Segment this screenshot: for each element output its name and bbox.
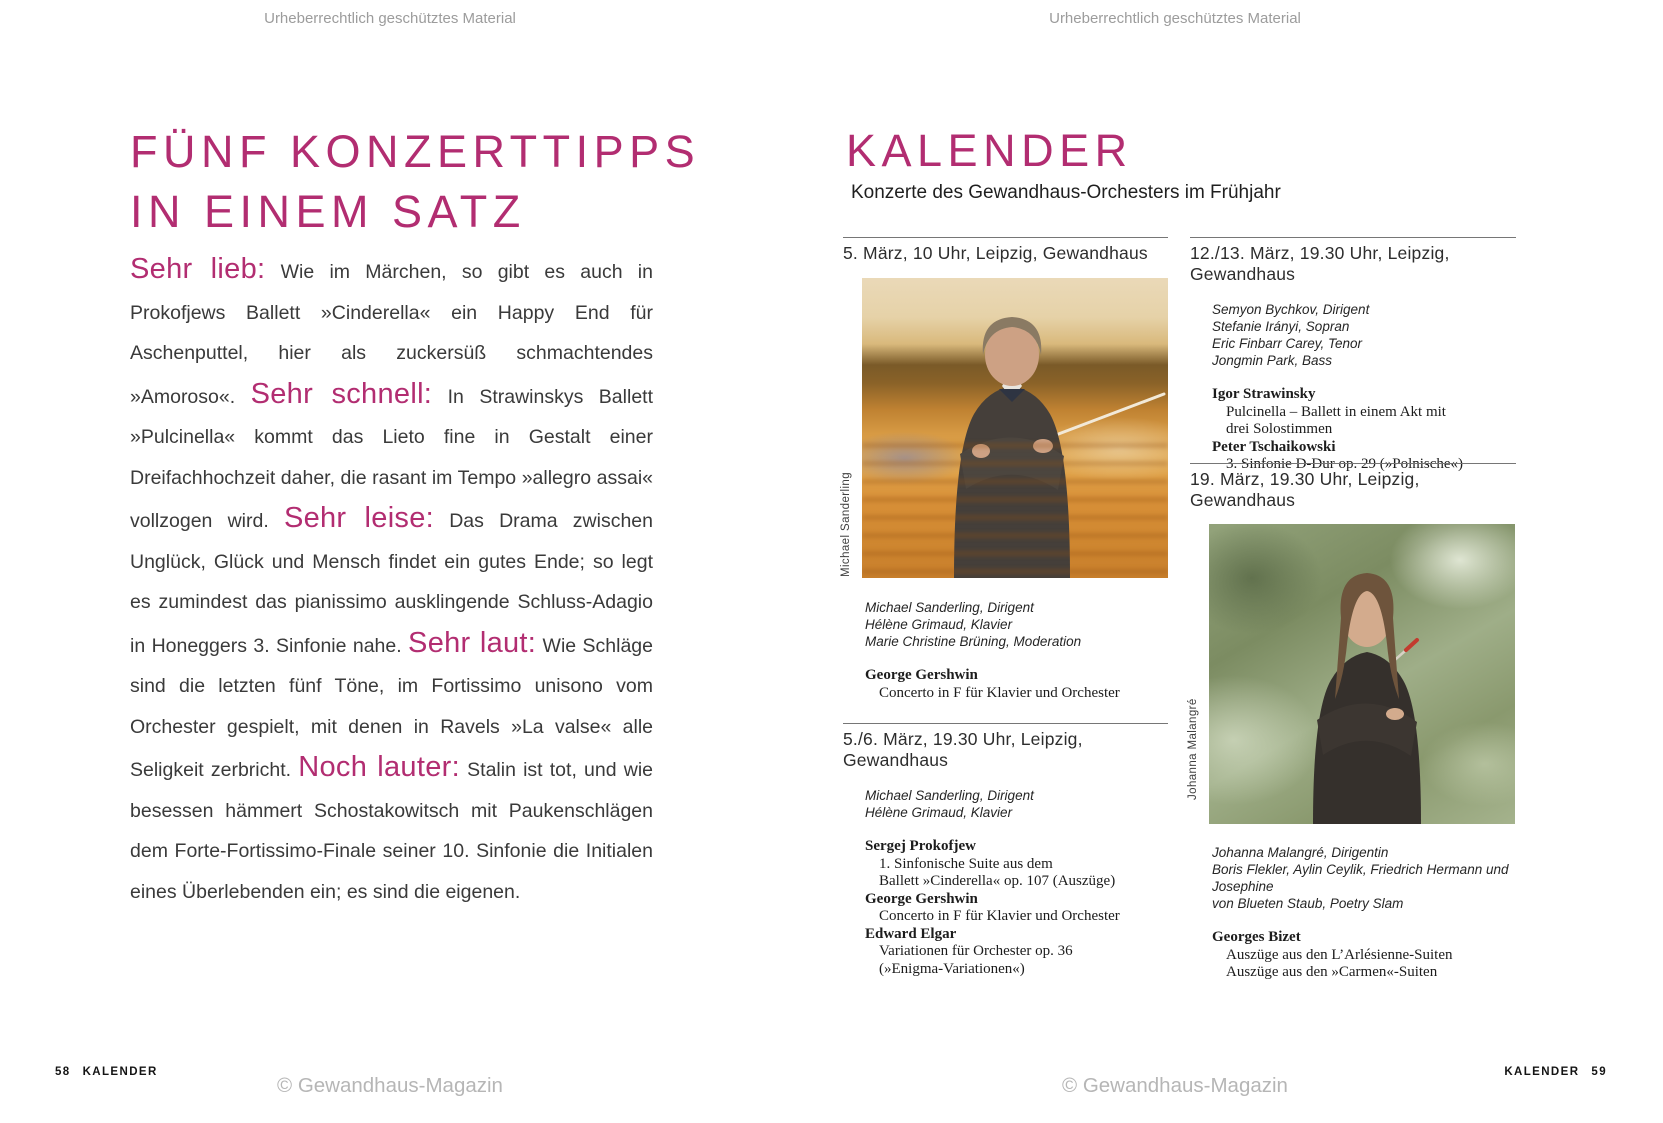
- folio-section-label: KALENDER: [82, 1066, 158, 1078]
- performer: Semyon Bychkov, Dirigent: [1212, 302, 1370, 317]
- work-title: Pulcinella – Ballett in einem Akt mit: [1226, 403, 1446, 420]
- article-segment-4: Wie Schläge sind die letzten fünf Töne, im Fortissimo unisono vom Orchester gespielt, mit denen in Ravels »La valse« alle Seligkeit zerbricht.: [130, 634, 653, 781]
- copyright-watermark-left: Urheberrechtlich geschütztes Material: [264, 10, 516, 27]
- performer: Eric Finbarr Carey, Tenor: [1212, 336, 1363, 351]
- article-segment-1: Wie im Märchen, so gibt es auch in Prokofjews Ballett »Cinderella« ein Happy End für Aschenputtel, hier als zuckersüß schmachtendes »Amoroso«.: [130, 261, 653, 408]
- photo-johanna-malangre: [1209, 524, 1515, 824]
- event-date: 5. März, 10 Uhr, Leipzig, Gewandhaus: [843, 237, 1168, 264]
- copyright-mark-left: © Gewandhaus-Magazin: [277, 1074, 503, 1097]
- article-lead-noch-lauter: Noch lauter:: [298, 751, 460, 783]
- page-title-konzerttipps: [130, 122, 700, 242]
- work-title: 3. Sinfonie D-Dur op. 29 (»Polnische«): [1226, 456, 1464, 472]
- work-title: Auszüge aus den »Carmen«-Suiten: [1226, 964, 1438, 980]
- event-date: 19. März, 19.30 Uhr, Leipzig, Gewandhaus: [1190, 463, 1516, 511]
- performer: Michael Sanderling, Dirigent: [865, 788, 1034, 803]
- program-list: [865, 667, 1168, 702]
- composer-name: Peter Tschaikowski: [1212, 438, 1336, 455]
- performer: Hélène Grimaud, Klavier: [865, 617, 1013, 632]
- conductor-silhouette: [1209, 524, 1515, 824]
- performer: von Blueten Staub, Poetry Slam: [1212, 896, 1404, 911]
- article-lead-sehr-leise: Sehr leise:: [283, 502, 435, 534]
- performer: Jongmin Park, Bass: [1212, 353, 1333, 368]
- performer: Marie Christine Brüning, Moderation: [865, 634, 1082, 649]
- work-title: (»Enigma-Variationen«): [879, 960, 1025, 977]
- event-date: 12./13. März, 19.30 Uhr, Leipzig, Gewandhaus: [1190, 237, 1516, 285]
- performer-credits: [1212, 301, 1516, 369]
- title-line-1: FÜNF KONZERTTIPPS: [130, 126, 701, 177]
- composer-name: George Gershwin: [865, 667, 978, 683]
- work-title: Concerto in F für Klavier und Orchester: [879, 684, 1120, 701]
- folio-section-label: KALENDER: [1504, 1066, 1580, 1078]
- program-list: [865, 838, 1168, 978]
- program-list: [1212, 386, 1516, 474]
- conductor-silhouette: [862, 278, 1168, 578]
- program-list: [1212, 929, 1516, 982]
- page-number-58: 58: [55, 1066, 71, 1078]
- article-text: [130, 249, 653, 912]
- article-lead-sehr-schnell: Sehr schnell:: [250, 377, 433, 410]
- composer-name: Georges Bizet: [1212, 929, 1301, 945]
- work-title: drei Solostimmen: [1226, 421, 1333, 437]
- performer: Hélène Grimaud, Klavier: [865, 805, 1013, 820]
- composer-name: Igor Strawinsky: [1212, 386, 1316, 402]
- performer: Johanna Malangré, Dirigentin: [1212, 845, 1389, 860]
- work-title: 1. Sinfonische Suite aus dem: [879, 855, 1053, 872]
- page-number-59: 59: [1591, 1066, 1607, 1078]
- article-segment-2: In Strawinskys Ballett »Pulcinella« kommt das Lieto fine in Gestalt einer Dreifachhochzeit daher, die rasant im Tempo »allegro assai« vollzogen wird.: [130, 385, 653, 532]
- event-19-maerz: [1190, 463, 1516, 982]
- article-segment-5: Stalin ist tot, und wie besessen hämmert Schostakowitsch mit Paukenschlägen dem Forte-Fortissimo-Finale seiner 10. Sinfonie die Initialen eines Überlebenden ein; es sind die eigenen.: [130, 759, 653, 903]
- title-line-2: IN EINEM SATZ: [130, 186, 526, 237]
- page-title-kalender: KALENDER: [846, 125, 1133, 176]
- work-title: Concerto in F für Klavier und Orchester: [879, 908, 1120, 924]
- copyright-watermark-right: Urheberrechtlich geschütztes Material: [1049, 10, 1301, 27]
- photo-caption-johanna-malangre: Johanna Malangré: [1187, 698, 1199, 800]
- performer: Boris Flekler, Aylin Ceylik, Friedrich Hermann und Josephine: [1212, 862, 1509, 894]
- composer-name: Sergej Prokofjew: [865, 838, 976, 854]
- performer-credits: [865, 599, 1168, 650]
- event-5-maerz: [843, 237, 1168, 702]
- copyright-mark-right: © Gewandhaus-Magazin: [1062, 1074, 1288, 1097]
- work-title: Auszüge aus den L’Arlésienne-Suiten: [1226, 946, 1453, 963]
- article-lead-sehr-laut: Sehr laut:: [408, 626, 537, 659]
- article-lead-sehr-lieb: Sehr lieb:: [130, 253, 266, 285]
- event-5-6-maerz: [843, 723, 1168, 978]
- composer-name: Edward Elgar: [865, 925, 957, 942]
- photo-caption-michael-sanderling: Michael Sanderling: [840, 471, 852, 577]
- performer-credits: [865, 787, 1168, 821]
- photo-michael-sanderling: [862, 278, 1168, 578]
- work-title: Ballett »Cinderella« op. 107 (Auszüge): [879, 873, 1116, 889]
- composer-name: George Gershwin: [865, 890, 978, 907]
- kalender-subtitle: Konzerte des Gewandhaus-Orchesters im Frühjahr: [851, 182, 1281, 203]
- event-date: 5./6. März, 19.30 Uhr, Leipzig, Gewandhaus: [843, 723, 1168, 771]
- performer: Stefanie Irányi, Sopran: [1212, 319, 1350, 334]
- event-12-13-maerz: [1190, 237, 1516, 474]
- performer: Michael Sanderling, Dirigent: [865, 600, 1034, 615]
- performer-credits: [1212, 844, 1516, 912]
- article-segment-3: Das Drama zwischen Unglück, Glück und Mensch findet ein gutes Ende; so legt es zumindest das pianissimo ausklingende Schluss-Adagio in Honeggers 3. Sinfonie nahe.: [130, 510, 653, 657]
- work-title: Variationen für Orchester op. 36: [879, 943, 1073, 959]
